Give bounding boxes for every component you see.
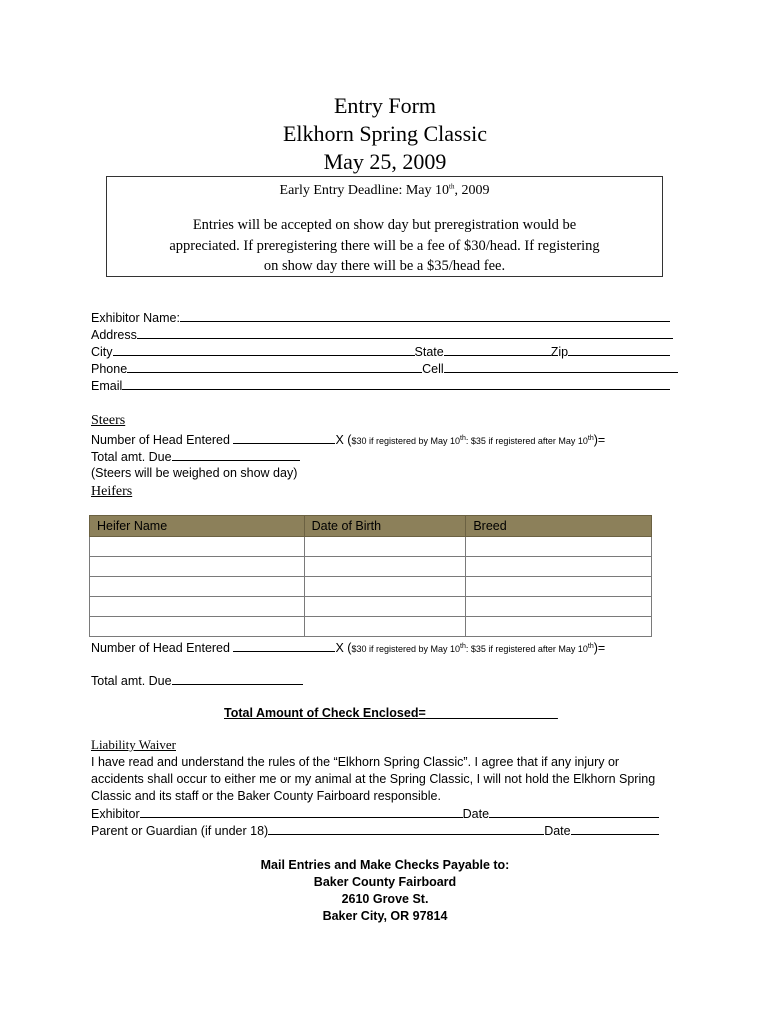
exhibitor-signature-line[interactable] <box>140 805 463 818</box>
date-of-birth-cell[interactable] <box>304 557 466 577</box>
heifers-total-label: Total amt. Due <box>91 674 172 688</box>
waiver-line-2: accidents shall occur to either me or my animal at the Spring Classic, I will not hold the Elkhorn Spring <box>91 772 656 786</box>
exhibitor-signature-label: Exhibitor <box>91 807 140 821</box>
entries-line-1: Entries will be accepted on show day but preregistration would be <box>192 217 577 233</box>
steers-x-label: X ( <box>335 433 352 447</box>
entries-line-2: appreciated. If preregistering there will be a fee of $30/head. If registering <box>169 237 600 254</box>
total-check-line[interactable]: ___________________ <box>425 706 558 720</box>
steers-total-line[interactable] <box>172 448 300 461</box>
date-of-birth-cell[interactable] <box>304 577 466 597</box>
title-event-date: May 25, 2009 <box>323 149 447 174</box>
exhibitor-name-label: Exhibitor Name: <box>91 311 180 325</box>
state-line[interactable] <box>444 343 551 356</box>
column-breed: Breed <box>466 516 652 537</box>
heifer-name-cell[interactable] <box>90 577 305 597</box>
table-row <box>90 617 652 637</box>
heifers-table-header <box>90 516 652 537</box>
heifers-fee-note: $30 if registered by May 10th: $35 if registered after May 10th <box>351 643 594 654</box>
mailing-line-4: Baker City, OR 97814 <box>322 909 448 923</box>
heifer-name-cell[interactable] <box>90 557 305 577</box>
cell-line[interactable] <box>444 360 678 373</box>
steers-total-label: Total amt. Due <box>91 450 172 464</box>
phone-cell-row[interactable] <box>91 360 678 378</box>
date-of-birth-cell[interactable] <box>304 597 466 617</box>
breed-cell[interactable] <box>466 617 652 637</box>
exhibitor-signature-row[interactable] <box>91 805 659 823</box>
heifers-fee-close: )= <box>593 641 606 655</box>
total-check-label: Total Amount of Check Enclosed= <box>224 706 426 720</box>
parent-signature-row[interactable] <box>91 822 659 840</box>
waiver-line-3: Classic and its staff or the Baker County Fairboard responsible. <box>91 789 441 803</box>
steers-head-entered-label: Number of Head Entered <box>91 433 230 447</box>
heifer-name-cell[interactable] <box>90 617 305 637</box>
liability-waiver-heading: Liability Waiver <box>91 737 176 752</box>
title-event-name: Elkhorn Spring Classic <box>282 121 488 146</box>
steers-head-entered-line[interactable] <box>233 431 335 444</box>
heifers-total-line[interactable] <box>172 672 303 685</box>
column-date-of-birth: Date of Birth <box>304 516 466 537</box>
notice-box <box>106 176 663 277</box>
mailing-info <box>0 857 770 925</box>
parent-date-line[interactable] <box>571 822 659 835</box>
breed-cell[interactable] <box>466 597 652 617</box>
city-line[interactable] <box>113 343 415 356</box>
title-entry-form: Entry Form <box>333 93 437 118</box>
total-check-row[interactable] <box>224 705 558 722</box>
heifers-head-entered-label: Number of Head Entered <box>91 641 230 655</box>
email-line[interactable] <box>122 377 670 390</box>
column-heifer-name: Heifer Name <box>90 516 305 537</box>
table-row <box>90 597 652 617</box>
mailing-line-2: Baker County Fairboard <box>313 875 457 889</box>
parent-signature-line[interactable] <box>268 822 544 835</box>
heifers-heading: Heifers <box>91 484 133 499</box>
exhibitor-date-label: Date <box>462 807 490 821</box>
exhibitor-name-field[interactable] <box>91 309 670 327</box>
zip-line[interactable] <box>568 343 670 356</box>
entries-line-3: on show day there will be a $35/head fee. <box>263 258 506 274</box>
steers-fee-close: )= <box>593 433 606 447</box>
form-title <box>0 92 770 176</box>
phone-line[interactable] <box>127 360 422 373</box>
heifers-head-entered-row[interactable] <box>91 639 605 658</box>
steers-heading: Steers <box>91 413 126 428</box>
email-label: Email <box>91 379 123 393</box>
date-of-birth-cell[interactable] <box>304 537 466 557</box>
heifer-name-cell[interactable] <box>90 537 305 557</box>
steers-weigh-note: (Steers will be weighed on show day) <box>91 466 298 480</box>
heifers-table <box>89 515 652 637</box>
address-line[interactable] <box>137 326 673 339</box>
heifer-name-cell[interactable] <box>90 597 305 617</box>
parent-signature-label: Parent or Guardian (if under 18) <box>91 824 269 838</box>
heifers-x-label: X ( <box>335 641 352 655</box>
breed-cell[interactable] <box>466 537 652 557</box>
parent-date-label: Date <box>544 824 571 838</box>
mailing-line-1: Mail Entries and Make Checks Payable to: <box>260 858 510 872</box>
heifers-total-row[interactable] <box>91 672 303 690</box>
breed-cell[interactable] <box>466 577 652 597</box>
city-label: City <box>91 345 113 359</box>
state-label: State <box>414 345 444 359</box>
city-state-zip-row[interactable] <box>91 343 670 361</box>
date-of-birth-cell[interactable] <box>304 617 466 637</box>
exhibitor-name-line[interactable] <box>180 309 670 322</box>
exhibitor-date-line[interactable] <box>489 805 659 818</box>
mailing-line-3: 2610 Grove St. <box>341 892 429 906</box>
table-row <box>90 577 652 597</box>
address-label: Address <box>91 328 137 342</box>
table-row <box>90 557 652 577</box>
heifers-head-entered-line[interactable] <box>233 639 335 652</box>
zip-label: Zip <box>550 345 569 359</box>
steers-fee-note: $30 if registered by May 10th: $35 if registered after May 10th <box>351 435 594 446</box>
entries-note <box>107 215 662 277</box>
waiver-line-1: I have read and understand the rules of the “Elkhorn Spring Classic”. I agree that if any injury or <box>91 755 620 769</box>
email-field[interactable] <box>91 377 670 395</box>
cell-label: Cell <box>422 362 444 376</box>
steers-total-row[interactable] <box>91 448 300 466</box>
early-entry-deadline: Early Entry Deadline: May 10th, 2009 <box>279 182 490 198</box>
table-row <box>90 537 652 557</box>
phone-label: Phone <box>91 362 128 376</box>
breed-cell[interactable] <box>466 557 652 577</box>
address-field[interactable] <box>91 326 673 344</box>
